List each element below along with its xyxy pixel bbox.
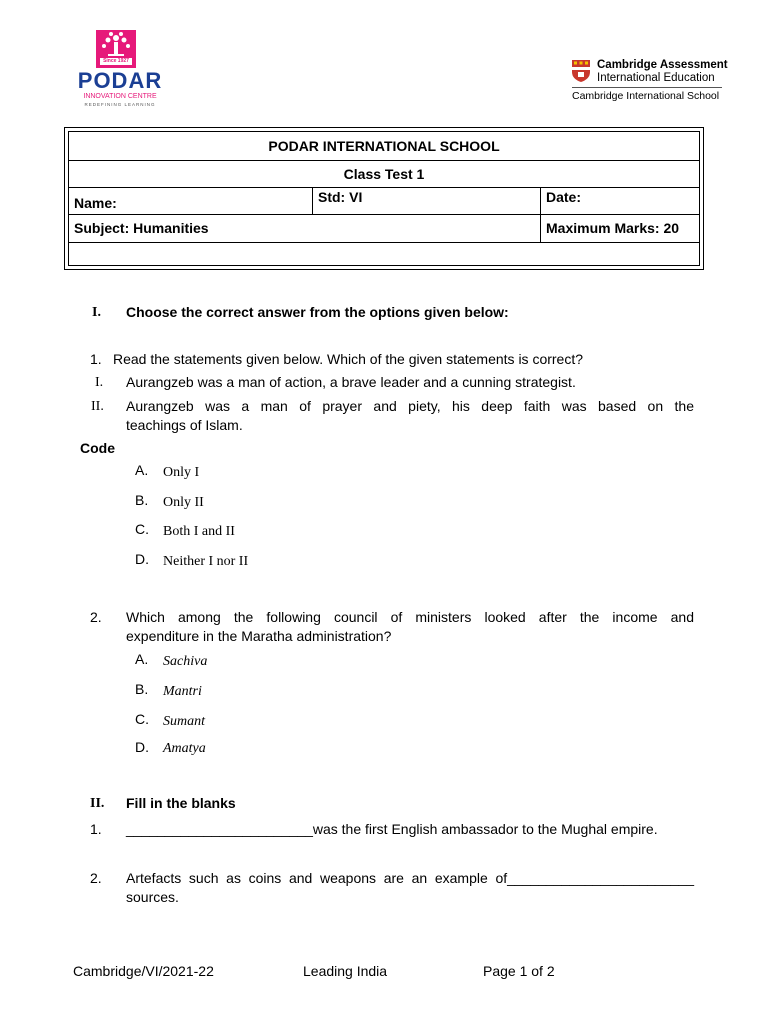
- header-row-details: [69, 187, 699, 215]
- statement-2-text-line1: Aurangzeb was a man of prayer and piety, his deep faith was based on the: [126, 398, 694, 414]
- q1-number: 1.: [90, 351, 102, 367]
- header-row-subject: [69, 214, 699, 243]
- q1-text: Read the statements given below. Which of the given statements is correct?: [113, 351, 584, 367]
- fill-q1-number: 1.: [90, 821, 102, 837]
- header-table: [64, 127, 704, 270]
- q1-option-b-text: Only II: [163, 495, 204, 510]
- q1-option-c-letter: C.: [135, 521, 149, 537]
- q1-option-b-letter: B.: [135, 492, 149, 508]
- cambridge-shield-icon: [572, 60, 590, 82]
- school-name: PODAR INTERNATIONAL SCHOOL: [268, 138, 500, 154]
- q1-option-c-text: Both I and II: [163, 524, 235, 539]
- q2-option-b-letter: B.: [135, 681, 149, 697]
- footer-page-number: Page 1 of 2: [483, 963, 555, 979]
- section-2-numeral: II.: [90, 796, 105, 811]
- fill-q2-text-line1: Artefacts such as coins and weapons are an example of________________________: [126, 870, 694, 886]
- cambridge-logo: [572, 58, 732, 104]
- std-field: Std: VI: [312, 187, 540, 214]
- q2-option-d-text: Amatya: [163, 741, 206, 756]
- statement-1-numeral: I.: [95, 375, 104, 390]
- podar-name: PODAR: [77, 68, 163, 93]
- header-row-school: [69, 132, 699, 161]
- cambridge-subtitle: International Education: [597, 72, 715, 84]
- statement-1-text: Aurangzeb was a man of action, a brave leader and a cunning strategist.: [126, 374, 576, 390]
- q2-option-d-letter: D.: [135, 739, 149, 755]
- q2-number: 2.: [90, 609, 102, 625]
- footer-left: Cambridge/VI/2021-22: [73, 963, 214, 979]
- q2-option-a-letter: A.: [135, 651, 149, 667]
- footer-center: Leading India: [303, 963, 388, 979]
- section-1-numeral: I.: [92, 305, 101, 320]
- statement-2-text-line2: teachings of Islam.: [126, 417, 243, 433]
- podar-tagline: REDEFINING LEARNING: [84, 102, 156, 107]
- q1-option-a-text: Only I: [163, 465, 200, 480]
- section-2-heading: Fill in the blanks: [126, 795, 236, 811]
- podar-tree-icon: [96, 30, 136, 68]
- header-row-test: [69, 160, 699, 188]
- name-field[interactable]: Name:: [74, 195, 117, 211]
- fill-q1-text: ________________________was the first English ambassador to the Mughal empire.: [126, 821, 658, 837]
- q2-option-b-text: Mantri: [163, 684, 202, 699]
- q1-option-a-letter: A.: [135, 462, 149, 478]
- tree-figure-icon: [96, 30, 136, 58]
- cambridge-title: Cambridge Assessment: [597, 59, 728, 71]
- header-row-empty: [69, 242, 699, 267]
- code-label: Code: [80, 440, 115, 456]
- max-marks-field: Maximum Marks: 20: [540, 214, 699, 242]
- header-table-inner: [68, 131, 700, 266]
- q2-option-c-text: Sumant: [163, 714, 205, 729]
- q2-text-line2: expenditure in the Maratha administration?: [126, 628, 392, 644]
- fill-q2-number: 2.: [90, 870, 102, 886]
- q1-option-d-letter: D.: [135, 551, 149, 567]
- q2-text-line1: Which among the following council of ministers looked after the income and: [126, 609, 694, 625]
- podar-logo: [70, 30, 180, 110]
- statement-2-numeral: II.: [91, 399, 104, 414]
- q2-option-a-text: Sachiva: [163, 654, 208, 669]
- cambridge-divider: [572, 87, 722, 88]
- q1-option-d-text: Neither I nor II: [163, 554, 249, 569]
- date-field[interactable]: Date:: [540, 187, 699, 214]
- section-1-heading: Choose the correct answer from the options given below:: [126, 304, 509, 320]
- test-title: Class Test 1: [343, 165, 425, 182]
- podar-subtitle: INNOVATION CENTRE: [83, 93, 157, 100]
- podar-since: Since 1927: [100, 58, 132, 65]
- fill-q2-text-line2: sources.: [126, 889, 179, 905]
- cambridge-school: Cambridge International School: [572, 90, 720, 102]
- subject-field: Subject: Humanities: [74, 220, 209, 236]
- q2-option-c-letter: C.: [135, 711, 149, 727]
